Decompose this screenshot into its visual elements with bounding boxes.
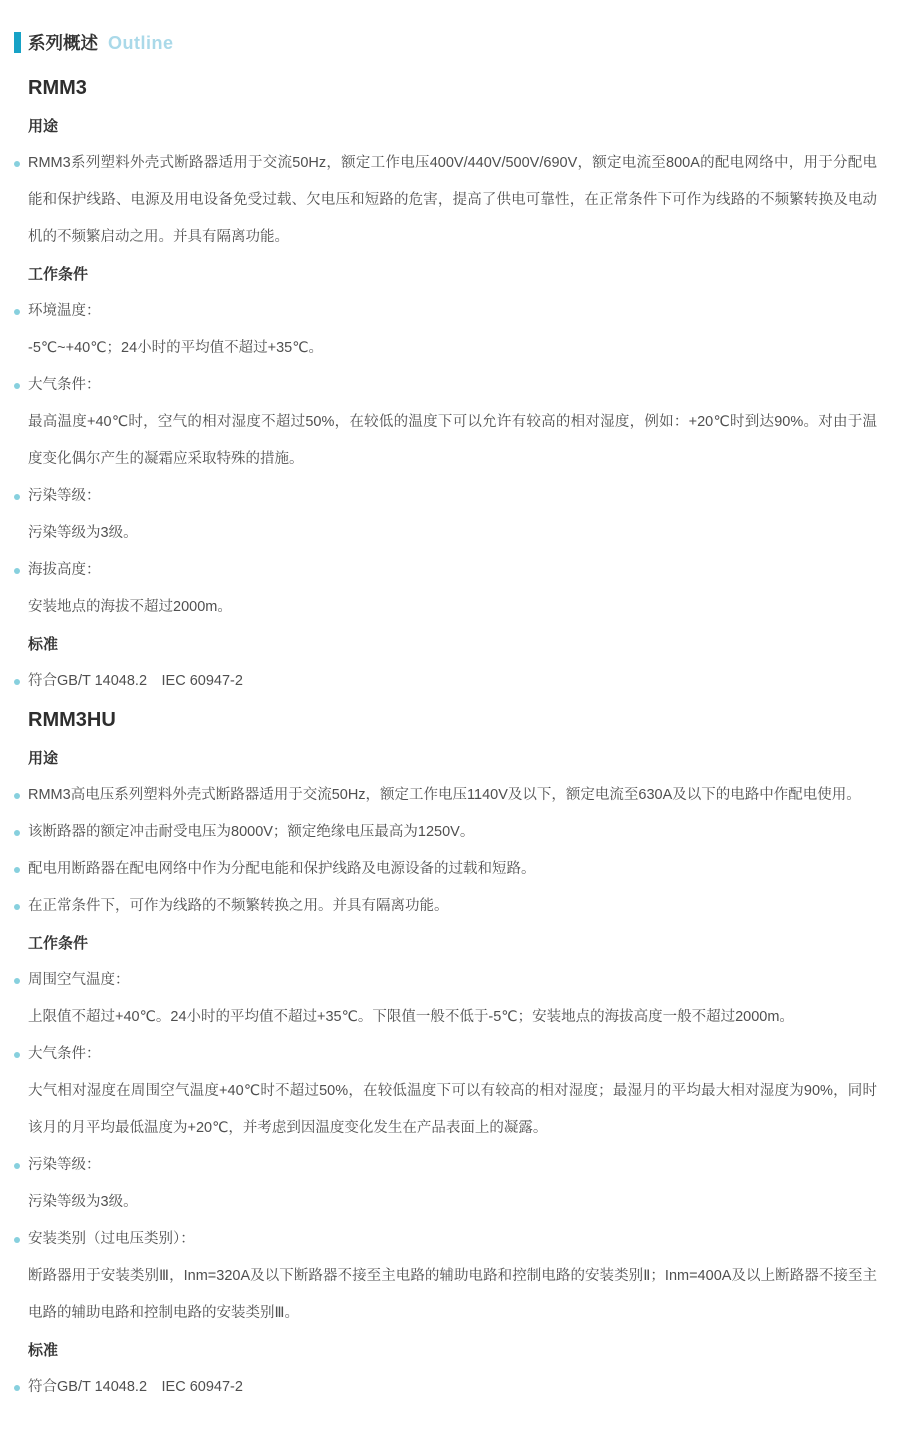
bullet-item [28,1147,877,1184]
bullet-item [28,814,877,851]
block-text: 断路器用于安装类别Ⅲ，Inm=320A及以下断路器不接至主电路的辅助电路和控制电路的安装类别Ⅱ；Inm=400A及以上断路器不接至主电路的辅助电路和控制电路的安装类别Ⅲ。 [28,1268,877,1321]
model-heading-rmm3hu: RMM3HU [28,709,116,731]
block-text: -5℃~+40℃；24小时的平均值不超过+35℃。 [28,340,324,356]
block-text: 污染等级为3级。 [28,1194,138,1210]
bullet-item [28,962,877,999]
block-text: 最高温度+40℃时，空气的相对湿度不超过50%，在较低的温度下可以允许有较高的相对湿度，例如：+20℃时到达90%。对由于温度变化偶尔产生的凝霜应采取特殊的措施。 [28,414,877,467]
block-text: 大气相对湿度在周围空气温度+40℃时不超过50%，在较低温度下可以有较高的相对湿度；最湿月的平均最大相对湿度为90%，同时该月的月平均最低温度为+20℃，并考虑到因温度变化发生在产品表面上的凝露。 [28,1083,877,1136]
bullet-item [28,478,877,515]
bullet-dot-icon [14,1163,20,1169]
paragraph-line [28,330,877,367]
bullet-dot-icon [14,1385,20,1391]
block-text: 上限值不超过+40℃。24小时的平均值不超过+35℃。下限值一般不低于-5℃；安装地点的海拔高度一般不超过2000m。 [28,1009,794,1025]
bullet-dot-icon [14,830,20,836]
sub-heading [28,740,877,777]
paragraph-line [28,1184,877,1221]
bullet-dot-icon [14,1237,20,1243]
bullet-dot-icon [14,161,20,167]
bullet-item [28,145,877,256]
bullet-item [28,888,877,925]
bullet-item [28,367,877,404]
block-text: RMM3高电压系列塑料外壳式断路器适用于交流50Hz，额定工作电压1140V及以下，额定电流至630A及以下的电路中作配电使用。 [28,787,861,803]
bullet-item [28,1221,877,1258]
block-text: 周围空气温度： [28,972,130,988]
paragraph-line [28,999,877,1036]
bullet-dot-icon [14,494,20,500]
paragraph-line [28,515,877,552]
block-text: 符合GB/T 14048.2 IEC 60947-2 [28,673,243,689]
block-text: 污染等级： [28,1157,101,1173]
bullet-dot-icon [14,978,20,984]
paragraph-line [28,404,877,478]
sub-heading [28,108,877,145]
block-text: 大气条件： [28,377,101,393]
paragraph-line [28,1073,877,1147]
bullet-dot-icon [14,568,20,574]
section-title-en: Outline [108,33,174,53]
bullet-dot-icon [14,1052,20,1058]
block-text: 标准 [28,636,59,653]
block-text: 污染等级： [28,488,101,504]
bullet-dot-icon [14,679,20,685]
sub-heading [28,626,877,663]
block-text: 安装地点的海拔不超过2000m。 [28,599,232,615]
bullet-dot-icon [14,867,20,873]
paragraph-line [28,589,877,626]
block-text: 配电用断路器在配电网络中作为分配电能和保护线路及电源设备的过载和短路。 [28,861,536,877]
accent-bar-icon [14,32,21,53]
section-header [28,30,877,58]
model-heading-rmm3: RMM3 [28,77,87,99]
block-text: 工作条件 [28,935,89,952]
sections-root [28,68,877,1406]
bullet-item [28,1369,877,1406]
bullet-item [28,851,877,888]
block-text: 用途 [28,118,59,135]
bullet-dot-icon [14,383,20,389]
bullet-item [28,293,877,330]
block-text: 标准 [28,1342,59,1359]
bullet-item [28,663,877,700]
bullet-dot-icon [14,793,20,799]
sub-heading [28,1332,877,1369]
bullet-item [28,552,877,589]
block-text: 污染等级为3级。 [28,525,138,541]
block-text: 符合GB/T 14048.2 IEC 60947-2 [28,1379,243,1395]
block-text: 海拔高度： [28,562,101,578]
sub-heading [28,256,877,293]
bullet-item [28,1036,877,1073]
block-text: 工作条件 [28,266,89,283]
bullet-item [28,777,877,814]
block-text: RMM3系列塑料外壳式断路器适用于交流50Hz，额定工作电压400V/440V/500V/690V，额定电流至800A的配电网络中，用于分配电能和保护线路、电源及用电设备免受过载、欠电压和短路的危害，提高了供电可靠性，在正常条件下可作为线路的不频繁转换及电动机的不频繁启动之用。并具有隔离功能。 [28,155,877,245]
block-text: 大气条件： [28,1046,101,1062]
block-text: 在正常条件下，可作为线路的不频繁转换之用。并具有隔离功能。 [28,898,449,914]
bullet-dot-icon [14,904,20,910]
block-text: 环境温度： [28,303,101,319]
section-title-zh: 系列概述 [28,33,98,53]
block-text: 用途 [28,750,59,767]
block-text: 该断路器的额定冲击耐受电压为8000V；额定绝缘电压最高为1250V。 [28,824,475,840]
sub-heading [28,925,877,962]
bullet-dot-icon [14,309,20,315]
block-text: 安装类别（过电压类别）： [28,1231,195,1247]
paragraph-line [28,1258,877,1332]
